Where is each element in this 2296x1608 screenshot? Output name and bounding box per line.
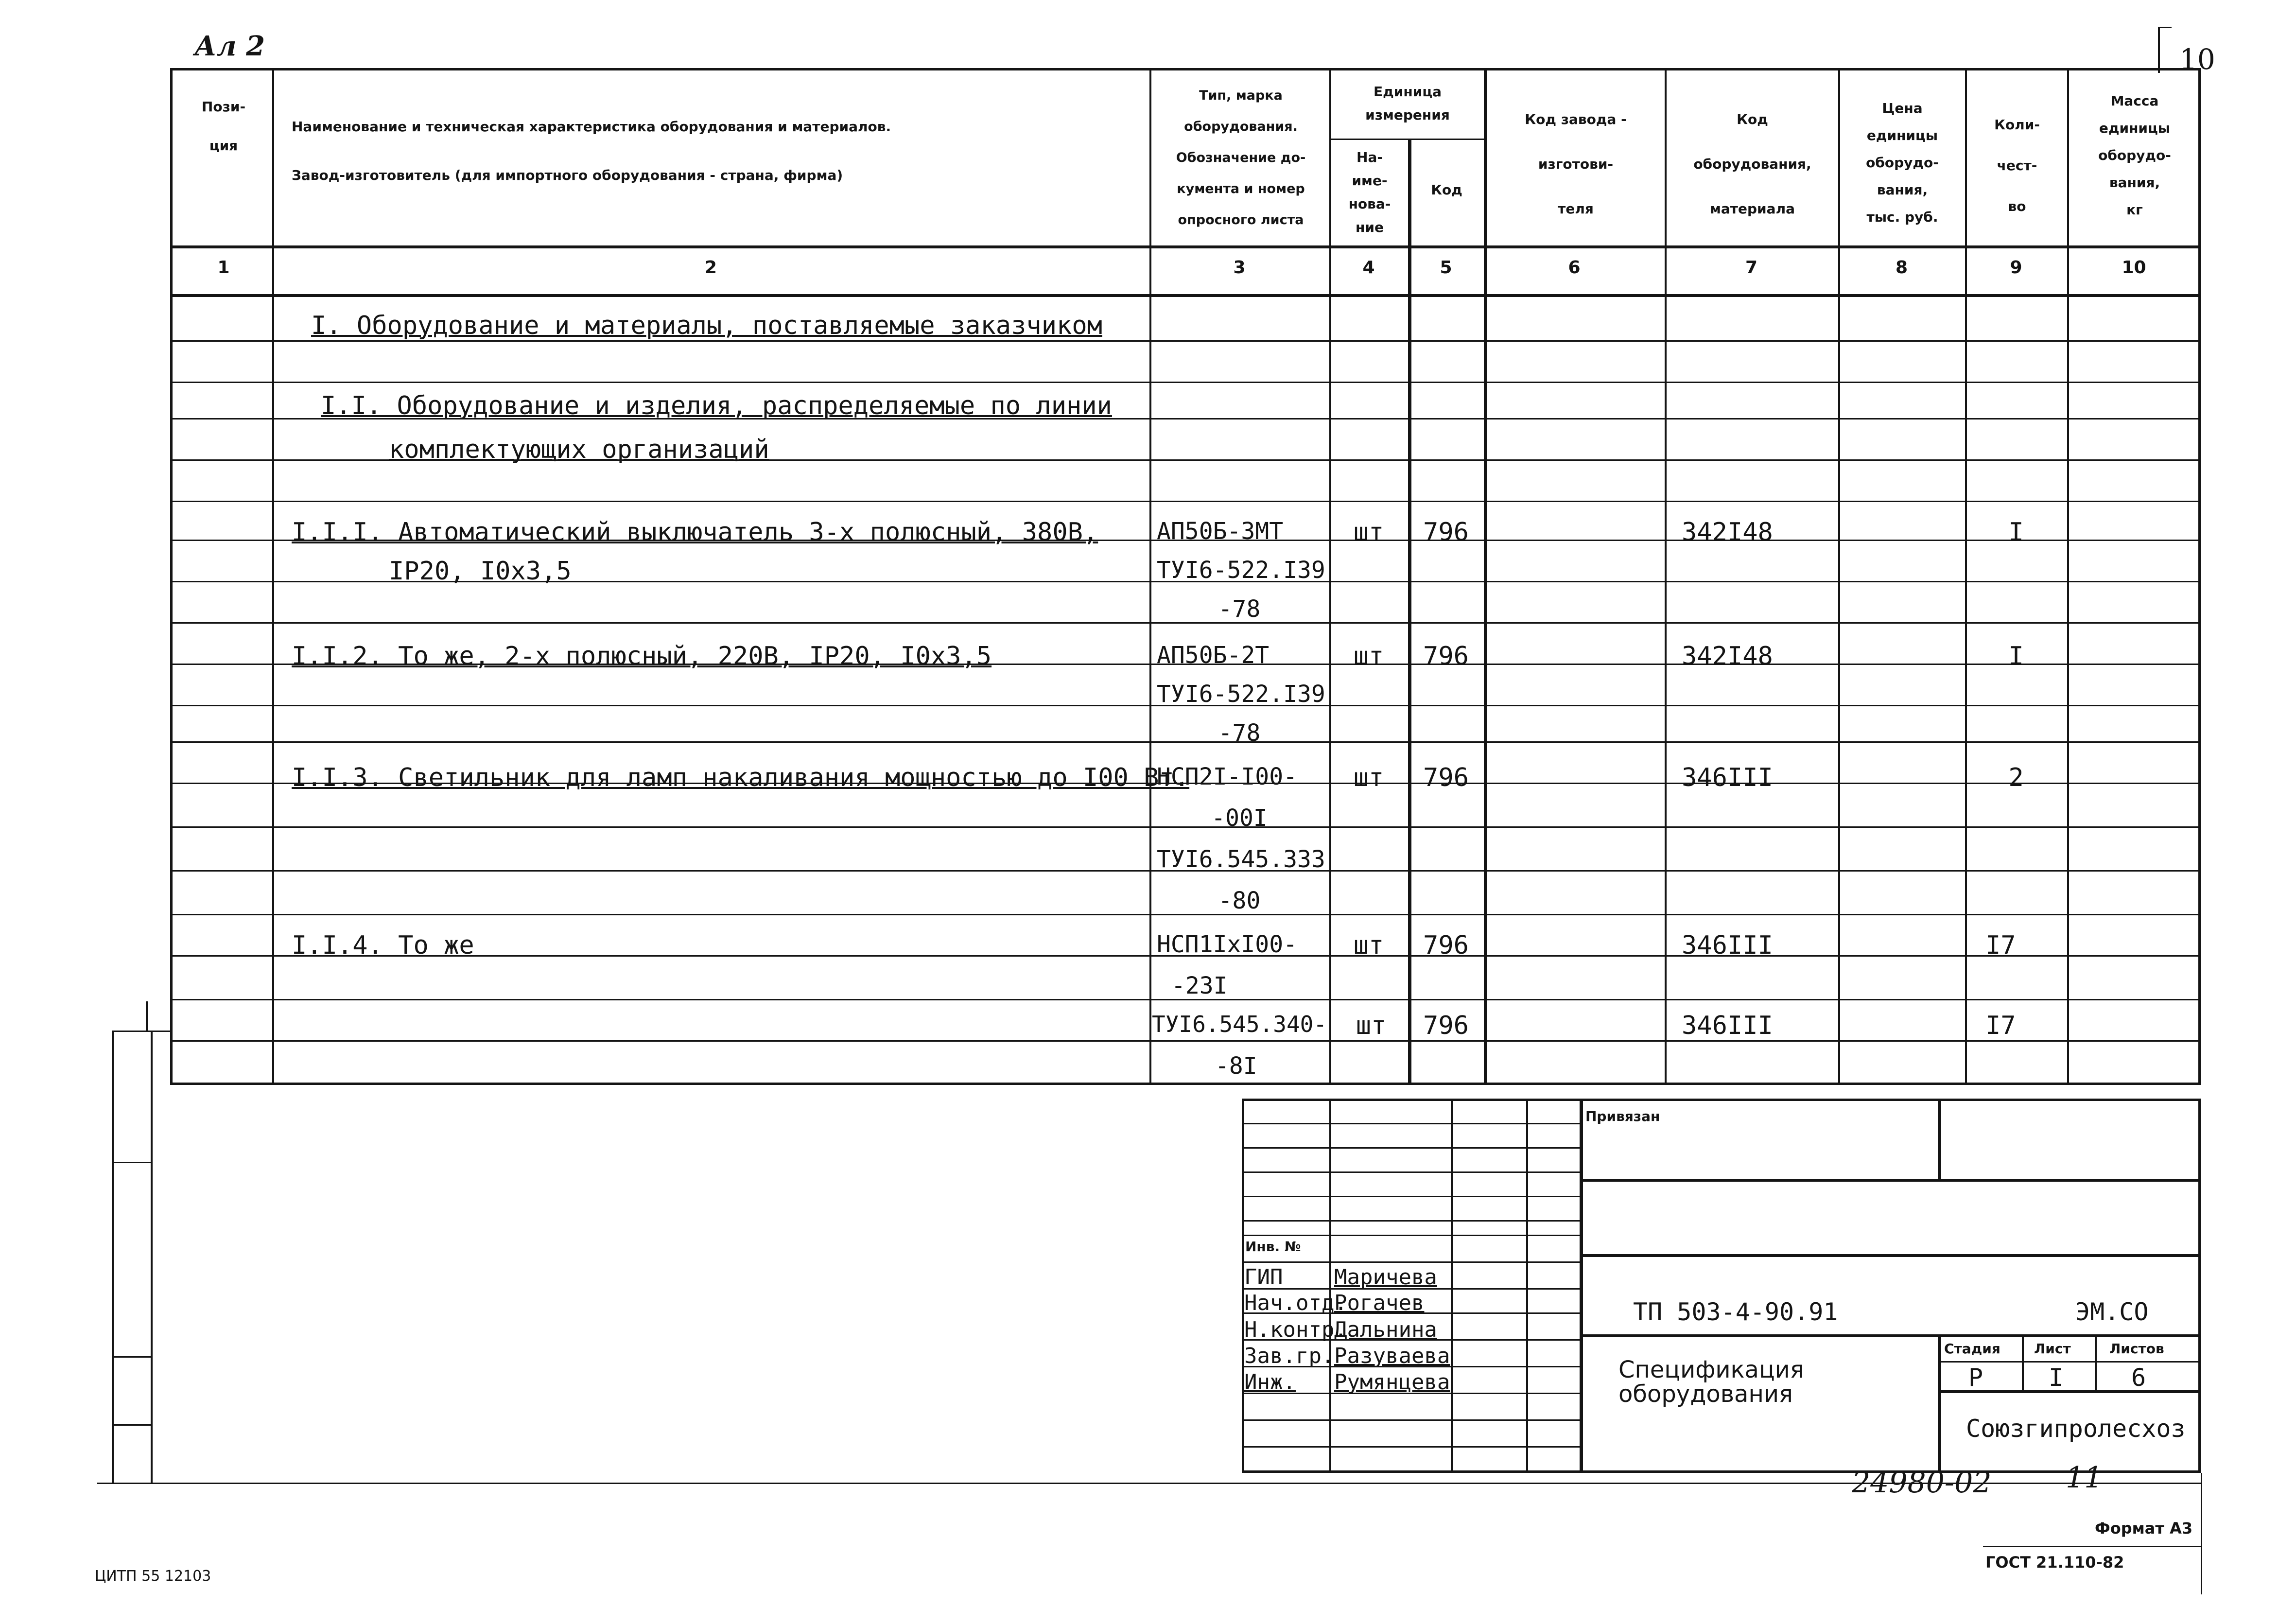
tb-stage-mid (1938, 1361, 2201, 1363)
footer-format: Формат А3 (2095, 1519, 2193, 1538)
row4-name-line1: I.I.4. То же (292, 931, 474, 960)
header-quantity: Коли- чест- во (1994, 117, 2040, 214)
row2-qty: I (2008, 642, 2024, 671)
footer-print-mark: ЦИТП 55 12103 (95, 1568, 211, 1585)
row5-type-2: -8I (1215, 1052, 1257, 1080)
row4-qty: I7 (1985, 931, 2016, 960)
header-price: Цена единицы оборудо- вания, тыс. руб. (1866, 100, 1939, 225)
row1-qty: I (2008, 518, 2024, 547)
colnum-5: 5 (1440, 258, 1452, 278)
footer-handwritten-sheet: 11 (2066, 1461, 2103, 1495)
tb-doc-code: ЭМ.СО (2075, 1298, 2149, 1326)
sig-name-4: Разуваева (1334, 1344, 1450, 1368)
tb-stage-col-1 (2022, 1334, 2024, 1390)
row2-code: 796 (1423, 642, 1469, 671)
tb-organization: Союзгипролесхоз (1966, 1415, 2186, 1443)
row5-equip-code: 346III (1682, 1011, 1773, 1040)
header-type: Тип, марка оборудования. Обозначение до- кумента и номер опросного листа (1176, 88, 1306, 227)
row2-type-2: ТУI6-522.I39 (1157, 681, 1325, 708)
row5-type-1: ТУI6.545.340- (1152, 1011, 1327, 1037)
sig-role-2: Нач.отд. (1244, 1291, 1347, 1315)
colnum-2: 2 (704, 258, 717, 278)
sig-role-3: Н.контр. (1244, 1317, 1347, 1342)
colnum-8: 8 (1895, 258, 1908, 278)
colnum-bottom-line (170, 294, 2201, 297)
footer-edge (2201, 1473, 2202, 1594)
row3-code: 796 (1423, 763, 1469, 792)
header-position: Пози- ция (201, 99, 246, 154)
sig-name-1: Маричева (1334, 1265, 1437, 1290)
row3-type-1: НСП2I-I00- (1157, 763, 1297, 790)
tb-sig-col-1 (1329, 1099, 1331, 1473)
row4-unit: шт (1353, 931, 1384, 960)
title-block-row-line (1242, 1419, 1580, 1421)
margin-line-1 (112, 1031, 114, 1483)
colnum-7: 7 (1745, 258, 1758, 278)
sig-name-2: Рогачев (1334, 1291, 1425, 1315)
margin-line-2 (151, 1031, 153, 1483)
unit-subheader-line (1329, 139, 1485, 140)
tb-stage-label: Стадия (1944, 1341, 2000, 1357)
row3-type-3: ТУI6.545.333 (1157, 846, 1325, 873)
colnum-3: 3 (1233, 258, 1246, 278)
tb-tied-bottom (1580, 1179, 2201, 1182)
row1-name-line1: I.I.I. Автоматический выключатель 3-х полюсный, 380В, (292, 518, 1098, 547)
row2-type-1: АП50Б-2Т (1157, 642, 1270, 669)
sheet-number-bracket (2158, 27, 2160, 73)
row1-name-line2: IP20, I0х3,5 (389, 557, 572, 586)
tb-sig-col-3 (1526, 1099, 1528, 1473)
row2-type-3: -78 (1218, 719, 1261, 747)
sig-role-4: Зав.гр. (1244, 1344, 1335, 1368)
row5-qty: I7 (1985, 1011, 2016, 1040)
table-row-line (170, 1040, 2201, 1042)
row3-equip-code: 346III (1682, 763, 1773, 792)
row5-code: 796 (1423, 1011, 1469, 1040)
header-equip-code: Код оборудования, материала (1693, 111, 1811, 217)
tb-stage-divider (1938, 1334, 1941, 1473)
row1-equip-code: 342I48 (1682, 518, 1773, 547)
tb-project-top (1580, 1254, 2201, 1257)
tb-sheets-value: 6 (2131, 1363, 2146, 1392)
title-block-row-line (1242, 1171, 1580, 1173)
col-line-1 (272, 68, 274, 1085)
margin-tick-2 (112, 1162, 151, 1163)
title-block-row-line (1242, 1123, 1580, 1124)
sheet-number-bracket-top (2158, 27, 2172, 28)
tb-sheet-label: Лист (2034, 1341, 2071, 1357)
section-1-1-line2: комплектующих организаций (389, 435, 769, 464)
row3-name-line1: I.I.3. Светильник для ламп накаливания мощностью до I00 Вт. (292, 763, 1190, 792)
row1-type-2: ТУI6-522.I39 (1157, 557, 1325, 584)
tb-project-bottom (1580, 1334, 2201, 1337)
title-block-row-line (1242, 1147, 1580, 1149)
row4-code: 796 (1423, 931, 1469, 960)
section-1-1-line1: I.I. Оборудование и изделия, распределяемые по линии (321, 391, 1112, 420)
title-block-row-line (1242, 1235, 1580, 1236)
table-row-line (170, 382, 2201, 383)
tb-stage-value: Р (1968, 1363, 1983, 1392)
row1-unit: шт (1353, 518, 1384, 547)
header-mass: Масса единицы оборудо- вания, кг (2098, 93, 2171, 218)
tb-sheet-value: I (2049, 1363, 2064, 1392)
header-unit-code: Код (1431, 182, 1462, 198)
tb-tied-label: Привязан (1585, 1108, 1660, 1124)
header-name-line2: Завод-изготовитель (для импортного оборудования - страна, фирма) (292, 167, 843, 183)
sheet-number: 10 (2179, 43, 2215, 76)
corner-note: Ал 2 (194, 30, 265, 62)
tb-inv-label: Инв. № (1245, 1239, 1301, 1255)
sig-role-1: ГИП (1244, 1265, 1283, 1290)
tb-project-code: ТП 503-4-90.91 (1633, 1298, 1838, 1326)
title-block-row-line (1242, 1446, 1580, 1448)
colnum-1: 1 (217, 258, 230, 278)
row4-type-1: НСП1IхI00- (1157, 931, 1297, 958)
colnum-9: 9 (2010, 258, 2022, 278)
tb-sig-col-2 (1451, 1099, 1453, 1473)
colnum-6: 6 (1568, 258, 1581, 278)
row5-unit: шт (1356, 1011, 1387, 1040)
header-factory-code: Код завода - изготови- теля (1525, 111, 1627, 217)
row3-type-4: -80 (1218, 887, 1261, 914)
tb-tied-divider (1938, 1099, 1941, 1179)
sig-name-5: Румянцева (1334, 1370, 1450, 1395)
header-bottom-line (170, 245, 2201, 248)
tb-stage-col-2 (2095, 1334, 2097, 1390)
title-block-row-line (1242, 1196, 1580, 1197)
row2-unit: шт (1353, 642, 1384, 671)
row1-type-1: АП50Б-3МТ (1157, 518, 1284, 545)
footer-gost-line (1983, 1546, 2202, 1547)
tb-divider-main (1580, 1099, 1583, 1473)
row4-type-2: -23I (1171, 972, 1228, 999)
row4-equip-code: 346III (1682, 931, 1773, 960)
tb-doc-title-2: оборудования (1618, 1381, 1793, 1408)
title-block-row-line (1242, 1220, 1580, 1222)
row3-qty: 2 (2008, 763, 2024, 792)
tb-sheets-label: Листов (2109, 1341, 2164, 1357)
tb-doc-title-1: Спецификация (1618, 1356, 1804, 1383)
colnum-10: 10 (2122, 258, 2146, 278)
header-unit: Единица измерения (1365, 84, 1450, 123)
margin-line-3 (146, 1001, 148, 1031)
row3-type-2: -00I (1211, 804, 1268, 832)
row3-unit: шт (1353, 763, 1384, 792)
table-row-line (170, 340, 2201, 342)
title-block-row-line (1242, 1261, 1580, 1263)
footer-handwritten-number: 24980-02 (1852, 1466, 1992, 1500)
sig-role-5: Инж. (1244, 1370, 1296, 1395)
margin-tick-1 (112, 1031, 173, 1032)
row2-name-line1: I.I.2. То же, 2-х полюсный, 220В, IP20, I0х3,5 (292, 642, 992, 671)
margin-tick-4 (112, 1424, 151, 1426)
sig-name-3: Дальнина (1334, 1317, 1437, 1342)
margin-tick-3 (112, 1356, 151, 1358)
section-1-title: I. Оборудование и материалы, поставляемые заказчиком (311, 311, 1102, 340)
header-unit-name: На- име- нова- ние (1348, 149, 1391, 235)
colnum-4: 4 (1362, 258, 1375, 278)
table-row-line (170, 501, 2201, 502)
row1-type-3: -78 (1218, 595, 1261, 623)
footer-gost: ГОСТ 21.110-82 (1985, 1553, 2124, 1572)
row2-equip-code: 342I48 (1682, 642, 1773, 671)
row1-code: 796 (1423, 518, 1469, 547)
header-name-line1: Наименование и техническая характеристика оборудования и материалов. (292, 119, 891, 135)
